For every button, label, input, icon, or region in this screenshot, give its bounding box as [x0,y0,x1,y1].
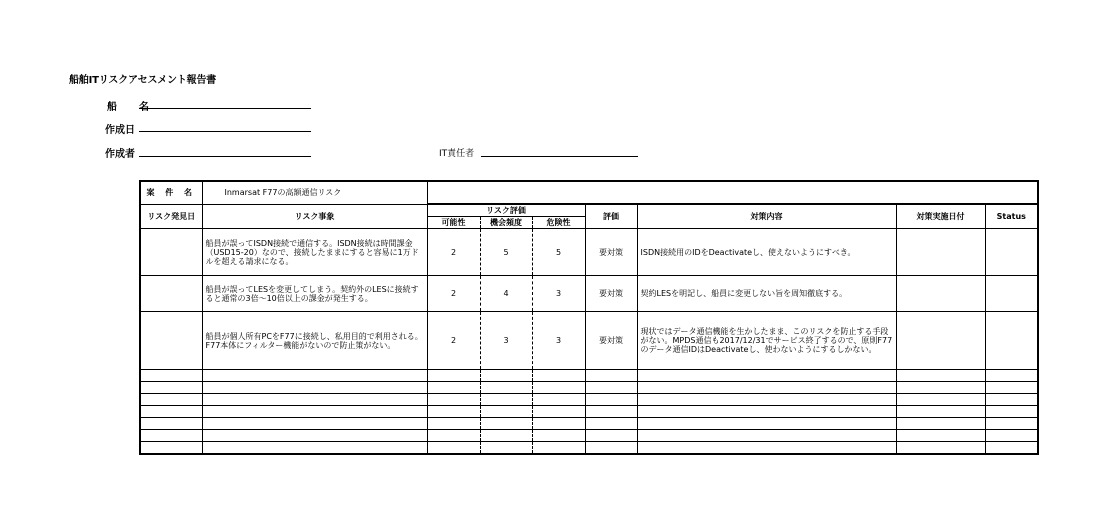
created-date-label: 作成日 [105,125,135,136]
ship-name-label: 船 名 [107,102,155,113]
table-row [140,276,1038,312]
header-measure-date: 対策実施日付 [896,204,985,229]
empty-row [140,382,1038,394]
row-possibility: 2 [427,312,480,370]
row-rating: 要対策 [585,312,637,370]
row-possibility: 2 [427,229,480,276]
header-frequency: 機会頻度 [480,217,532,229]
created-date-field [105,121,135,136]
row-danger: 3 [532,276,585,312]
row-date [140,276,202,312]
author-input-line [139,156,311,157]
created-date-input-line [139,131,311,132]
row-event: 船員が誤ってLESを変更してしまう。契約外のLESに接続すると通常の3倍〜10倍以上の課金が発生する。 [202,276,427,312]
empty-row [140,418,1038,430]
row-frequency: 3 [480,312,532,370]
row-status [985,312,1038,370]
row-rating: 要対策 [585,276,637,312]
it-manager-label: IT責任者 [439,149,475,159]
row-rating: 要対策 [585,229,637,276]
header-row-1 [140,204,1038,217]
row-possibility: 2 [427,276,480,312]
header-date: リスク発見日 [140,204,202,229]
row-date [140,312,202,370]
empty-row [140,442,1038,454]
header-measure: 対策内容 [637,204,896,229]
table-row [140,229,1038,276]
row-measure-date [896,276,985,312]
risk-assessment-table [139,180,1039,455]
ship-name-field [107,98,155,113]
header-event: リスク事象 [202,204,427,229]
table-row [140,312,1038,370]
row-event: 船員が個人所有PCをF77に接続し、私用目的で利用される。F77本体にフィルター機能がないので防止策がない。 [202,312,427,370]
empty-row [140,370,1038,382]
row-measure: 契約LESを明記し、船員に変更しない旨を周知徹底する。 [637,276,896,312]
row-status [985,276,1038,312]
row-measure: 現状ではデータ通信機能を生かしたまま、このリスクを防止する手段がない。MPDS通信も2017/12/31でサービス終了するので、原則F77のデータ通信IDはDeactivateし、使わないようにするしかない。 [637,312,896,370]
case-row [140,181,1038,204]
empty-row [140,394,1038,406]
header-rating: 評価 [585,204,637,229]
row-measure-date [896,312,985,370]
empty-row [140,430,1038,442]
author-field [105,145,135,160]
header-possibility: 可能性 [427,217,480,229]
header-eval-group: リスク評価 [427,204,585,217]
case-label: 案 件 名 [140,181,202,204]
row-frequency: 4 [480,276,532,312]
row-measure-date [896,229,985,276]
row-event: 船員が誤ってISDN接続で通信する。ISDN接続は時間課金（USD15-20）なので、接続したままにすると容易に1万ドルを超える請求になる。 [202,229,427,276]
it-manager-input-line [481,156,638,157]
header-danger: 危険性 [532,217,585,229]
row-frequency: 5 [480,229,532,276]
case-blank [427,181,1038,204]
row-danger: 5 [532,229,585,276]
row-danger: 3 [532,312,585,370]
author-label: 作成者 [105,149,135,160]
row-status [985,229,1038,276]
ship-name-input-line [139,108,311,109]
report-title: 船舶ITリスクアセスメント報告書 [69,75,217,86]
header-status: Status [985,204,1038,229]
row-measure: ISDN接続用のIDをDeactivateし、使えないようにすべき。 [637,229,896,276]
row-date [140,229,202,276]
it-manager-field [439,146,474,159]
case-title: Inmarsat F77の高額通信リスク [202,181,427,204]
empty-row [140,406,1038,418]
